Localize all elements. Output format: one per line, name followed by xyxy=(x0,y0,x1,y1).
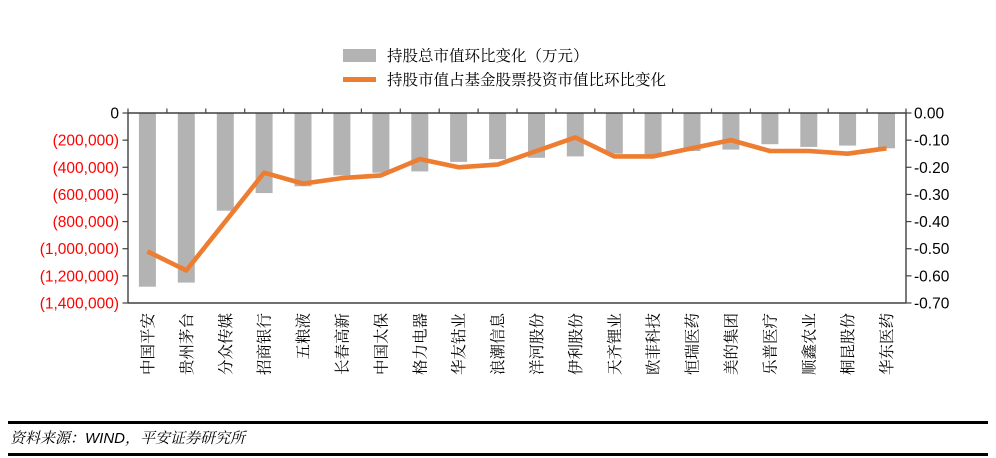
category-label: 贵州茅台 xyxy=(178,313,196,376)
left-axis-tick-label: (1,400,000) xyxy=(39,295,119,313)
footer-rule-top xyxy=(8,421,988,424)
bar xyxy=(645,113,662,156)
left-axis-tick-label: (1,200,000) xyxy=(39,268,119,286)
category-label: 天齐锂业 xyxy=(606,313,624,376)
right-axis-tick-label: -0.30 xyxy=(914,186,950,204)
right-axis-tick-label: -0.10 xyxy=(914,132,950,150)
source-note: 资料来源：WIND，平安证券研究所 xyxy=(10,430,245,447)
category-label: 华东医药 xyxy=(879,313,896,376)
category-label: 美的集团 xyxy=(723,313,741,376)
left-axis-tick-label: 0 xyxy=(110,105,119,123)
category-label: 桐昆股份 xyxy=(840,313,858,376)
bar xyxy=(178,113,195,283)
left-axis-tick-label: (1,000,000) xyxy=(39,241,119,259)
category-label: 长春高新 xyxy=(334,313,352,376)
right-axis-tick-label: -0.50 xyxy=(914,241,950,259)
bar xyxy=(800,113,817,147)
right-axis-tick-label: -0.60 xyxy=(914,268,950,286)
bar xyxy=(372,113,389,173)
category-label: 华友钴业 xyxy=(451,312,469,376)
line-series-label: 持股市值占基金股票投资市值比环比变化 xyxy=(387,72,667,89)
category-label: 乐普医疗 xyxy=(762,313,780,376)
category-label: 招商银行 xyxy=(256,313,274,376)
bar xyxy=(567,113,584,156)
category-label: 伊利股份 xyxy=(567,313,585,376)
left-axis-tick-label: (800,000) xyxy=(52,214,119,232)
footer-rule-bottom xyxy=(8,453,988,456)
right-axis-tick-label: 0.00 xyxy=(914,105,945,123)
right-axis-tick-label: -0.20 xyxy=(914,159,950,177)
category-label: 中国平安 xyxy=(139,313,157,376)
category-label: 浪潮信息 xyxy=(490,312,508,376)
category-label: 分众传媒 xyxy=(217,313,235,376)
left-axis-tick-label: (400,000) xyxy=(52,159,119,177)
right-axis-tick-label: -0.70 xyxy=(914,295,950,313)
bar xyxy=(878,113,895,148)
bar xyxy=(606,113,623,154)
bar xyxy=(839,113,856,146)
bar xyxy=(139,113,156,287)
category-label: 五粮液 xyxy=(295,313,313,360)
bar xyxy=(333,113,350,175)
bar xyxy=(450,113,467,162)
category-label: 顺鑫农业 xyxy=(801,313,819,376)
bar xyxy=(217,113,234,211)
category-label: 格力电器 xyxy=(412,313,430,376)
bar-series-label: 持股总市值环比变化（万元） xyxy=(387,48,589,65)
bar xyxy=(489,113,506,159)
bar xyxy=(295,113,312,186)
left-axis-tick-label: (200,000) xyxy=(52,132,119,150)
category-label: 欧菲科技 xyxy=(645,313,663,376)
left-axis-tick-label: (600,000) xyxy=(52,186,119,204)
category-label: 中国太保 xyxy=(373,313,391,376)
category-label: 洋河股份 xyxy=(529,313,546,376)
category-label: 恒瑞医药 xyxy=(684,313,702,376)
bar xyxy=(761,113,778,144)
right-axis-tick-label: -0.40 xyxy=(914,214,950,232)
